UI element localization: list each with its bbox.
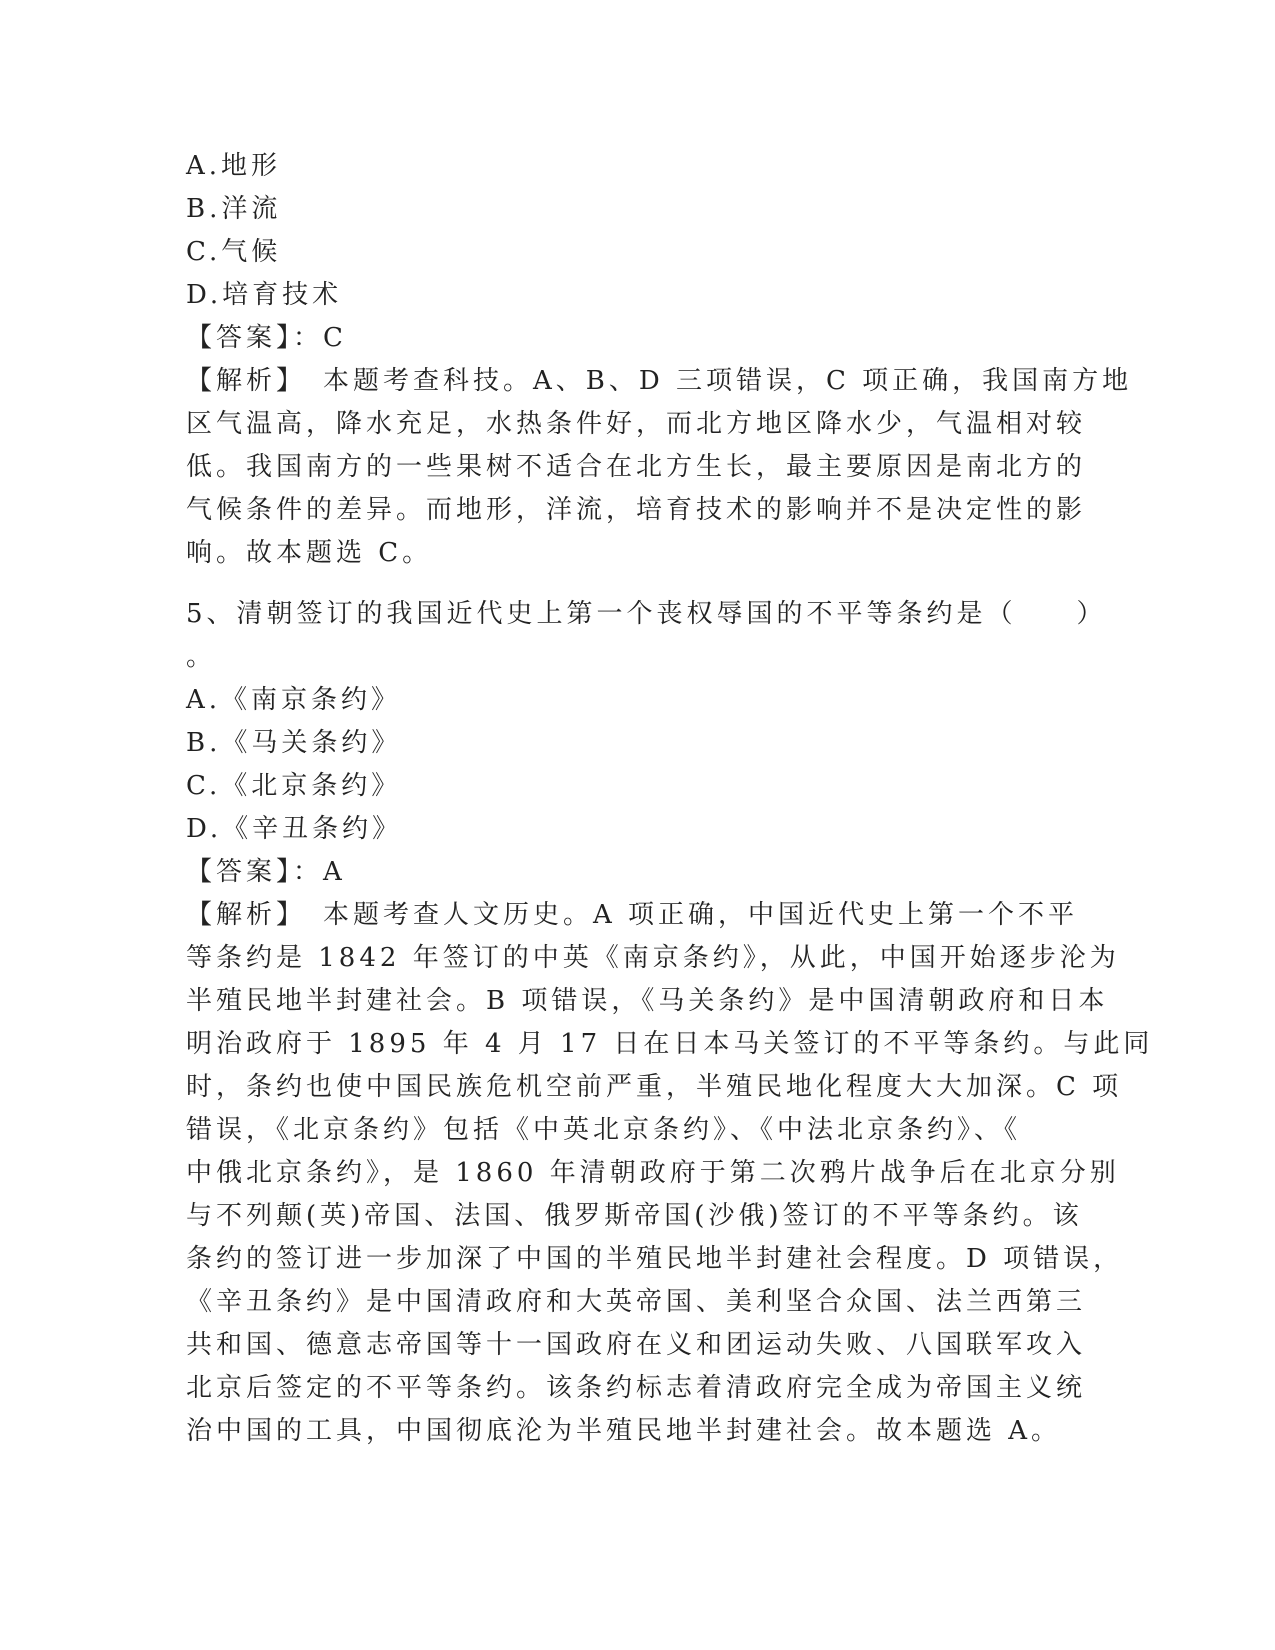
option-b: B.《马关条约》 [186, 728, 402, 758]
analysis-paragraph [186, 894, 1154, 1453]
analysis-line: 明治政府于 1895 年 4 月 17 日在日本马关签订的不平等条约。与此同 [186, 1029, 1154, 1059]
analysis-line: 北京后签定的不平等条约。该条约标志着清政府完全成为帝国主义统 [186, 1373, 1087, 1403]
option-c: C.气候 [186, 237, 282, 267]
question-text: 5、清朝签订的我国近代史上第一个丧权辱国的不平等条约是（ ） [186, 599, 1107, 629]
analysis-line: 错误，《北京条约》包括《中英北京条约》、《中法北京条约》、《 [186, 1115, 1022, 1145]
option-c: C.《北京条约》 [186, 771, 402, 801]
spacer [186, 575, 1086, 593]
analysis-line: 低。我国南方的一些果树不适合在北方生长，最主要原因是南北方的 [186, 452, 1087, 482]
answer-line: 【答案】：C [186, 323, 347, 353]
analysis-line: 等条约是 1842 年签订的中英《南京条约》，从此，中国开始逐步沦为 [186, 943, 1120, 973]
analysis-line: 气候条件的差异。而地形，洋流，培育技术的影响并不是决定性的影 [186, 495, 1087, 525]
answer-line: 【答案】：A [186, 857, 346, 887]
option-a: A.地形 [186, 151, 282, 181]
document-page [186, 145, 1154, 1453]
option-a: A.《南京条约》 [186, 685, 402, 715]
analysis-line: 半殖民地半封建社会。B 项错误，《马关条约》是中国清朝政府和日本 [186, 986, 1109, 1016]
analysis-line: 中俄北京条约》，是 1860 年清朝政府于第二次鸦片战争后在北京分别 [186, 1158, 1120, 1188]
analysis-paragraph [186, 360, 1133, 575]
analysis-line: 响。故本题选 C。 [186, 538, 433, 568]
analysis-line: 【解析】 本题考查人文历史。A 项正确，中国近代史上第一个不平 [186, 900, 1079, 930]
option-d: D.《辛丑条约》 [186, 814, 403, 844]
analysis-line: 【解析】 本题考查科技。A、B、D 三项错误，C 项正确，我国南方地 [186, 366, 1133, 396]
analysis-line: 区气温高，降水充足，水热条件好，而北方地区降水少，气温相对较 [186, 409, 1087, 439]
analysis-line: 时，条约也使中国民族危机空前严重，半殖民地化程度大大加深。C 项 [186, 1072, 1123, 1102]
analysis-line: 条约的签订进一步加深了中国的半殖民地半封建社会程度。D 项错误， [186, 1244, 1124, 1274]
option-b: B.洋流 [186, 194, 282, 224]
option-d: D.培育技术 [186, 280, 343, 310]
analysis-line: 《辛丑条约》是中国清政府和大英帝国、美利坚合众国、法兰西第三 [186, 1287, 1087, 1317]
analysis-line: 治中国的工具，中国彻底沦为半殖民地半封建社会。故本题选 A。 [186, 1416, 1062, 1446]
question-5-block [186, 593, 1154, 1453]
analysis-line: 共和国、德意志帝国等十一国政府在义和团运动失败、八国联军攻入 [186, 1330, 1087, 1360]
question-4-block [186, 145, 1133, 575]
question-text: 。 [186, 642, 217, 672]
analysis-line: 与不列颠(英)帝国、法国、俄罗斯帝国(沙俄)签订的不平等条约。该 [186, 1201, 1083, 1231]
